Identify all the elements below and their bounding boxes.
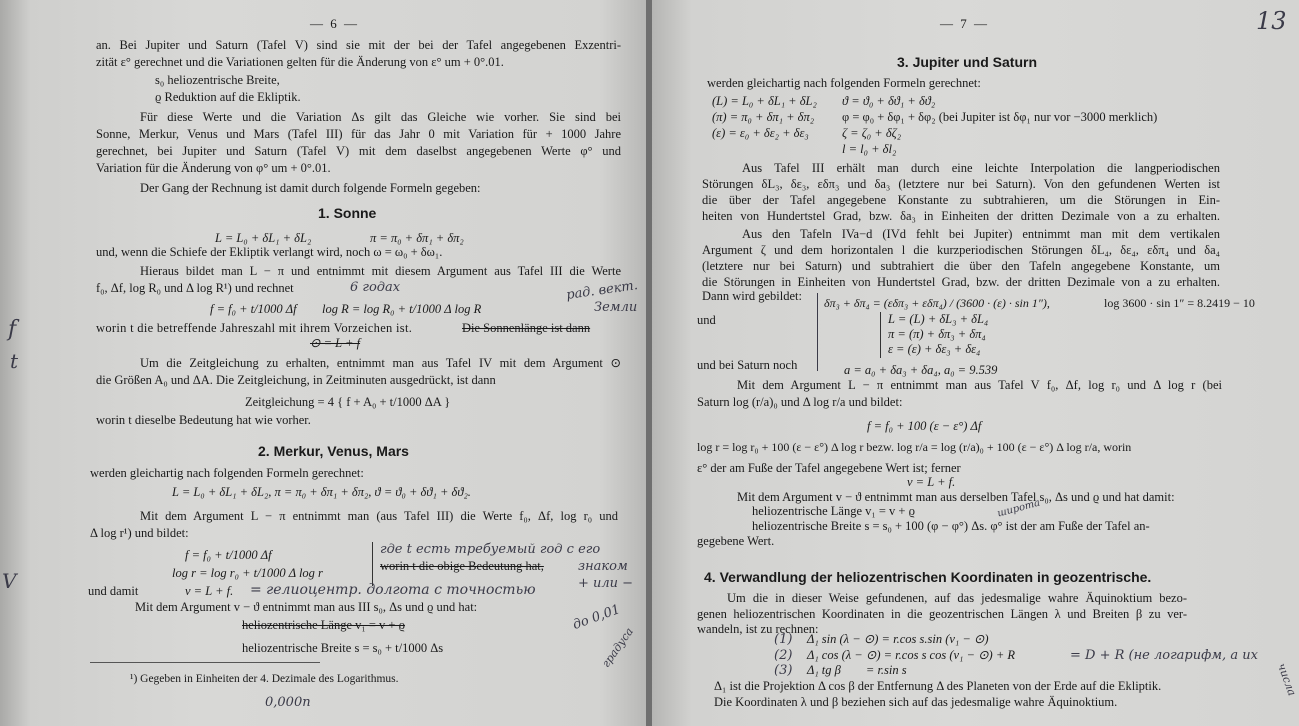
page-number: — 7 — (940, 16, 989, 31)
text-line: und (697, 313, 716, 327)
text-line: Sonne, Merkur, Venus und Mars (Tafel III) für das Jahr 0 mit Variation für + 1000 Jahre (96, 127, 621, 141)
formula: l = l₀ + δl₂ (842, 142, 897, 156)
text-line: Argument ζ und dem horizontalen l die kurzperiodischen Störungen δL₄, δε₄, εδπ₄ und δa₄ (702, 243, 1220, 257)
formula: Δ₁ cos (λ − ⊙) = r.cos s cos (v₁ − ⊙) + R (807, 648, 1016, 662)
brace (880, 312, 881, 358)
text-line: heiten von Hundertstel Grad, bzw. δa₃ in Einheiten der dritten Dezimale von a zu erhalten. (702, 209, 1220, 223)
handwritten-page-number: 13 (1256, 7, 1287, 35)
text-line: an. Bei Jupiter und Saturn (Tafel V) sind sie mit der bei der Tafel angegebenen Exzentri- (96, 38, 621, 52)
right-page (652, 0, 1299, 726)
text-line: heliozentrische Breite s = s₀ + t/1000 Δs (242, 641, 444, 655)
page-number: — 6 — (310, 16, 359, 31)
formula: f = f₀ + t/1000 Δf (185, 548, 272, 562)
equation-number: (2) (774, 648, 793, 663)
handwritten-note: широта (996, 497, 1042, 520)
text-line: und damit (88, 584, 139, 598)
text-line: werden gleichartig nach folgenden Formeln gerechnet: (707, 76, 981, 90)
formula: L = L₀ + δL₁ + δL₂, π = π₀ + δπ₁ + δπ₂, ϑ = ϑ₀ + δϑ₁ + δϑ₂. (172, 485, 471, 499)
brace (372, 542, 373, 586)
text-line: Variation für die Änderung von φ° um + 0°.01. (96, 161, 331, 175)
text-line: Mit dem Argument v − ϑ entnimmt man aus derselben Tafel s₀, Δs und ϱ und hat damit: (737, 490, 1175, 504)
formula: f = f₀ + 100 (ε − ε°) Δf (867, 419, 982, 433)
text-line: die über der Tafel angegebene Konstante zu subtrahieren, um die Störungen in Ein- (702, 193, 1220, 207)
section-heading: 1. Sonne (318, 205, 377, 221)
formula: δπ₃ + δπ₄ = (εδπ₃ + εδπ₄) / (3600 · (ε) · sin 1″), (824, 296, 1050, 310)
text-line: gegebene Wert. (697, 534, 775, 548)
text-line: Hieraus bildet man L − π und entnimmt mit diesem Argument aus Tafel III die Werte (140, 264, 621, 278)
struck-formula: ⊙ = L + f (310, 336, 361, 350)
text-line: Die Koordinaten λ und β beziehen sich auf das jedesmalige wahre Äquinoktium. (714, 695, 1118, 709)
text-line: Um die in dieser Weise gefundenen, auf das jedesmalige wahre Äquinoktium bezo- (727, 591, 1187, 605)
formula: π = (π) + δπ₃ + δπ₄ (888, 327, 986, 341)
handwritten-note: рад. вект. (565, 278, 639, 303)
text-line: Für diese Werte und die Variation Δs gilt das Gleiche wie vorher. Sie sind bei (140, 110, 621, 124)
text-line: Der Gang der Rechnung ist damit durch folgende Formeln gegeben: (140, 181, 481, 195)
text-line: Saturn log (r/a)₀ und Δ log r/a und bildet: (697, 395, 903, 409)
section-heading: 4. Verwandlung der heliozentrischen Koordinaten in geozentrische. (704, 569, 1152, 585)
text-line: f₀, Δf, log R₀ und Δ log R¹) und rechnet (96, 281, 294, 295)
handwritten-note: f (8, 317, 17, 342)
text-line: Mit dem Argument L − π entnimmt man (aus Tafel III) die Werte f₀, Δf, log r₀ und (140, 509, 618, 523)
formula: f = f₀ + t/1000 Δf (210, 302, 297, 316)
text-line: (letztere nur bei Saturn) und subtrahiert die über den Tafeln angegebene Konstante, um (702, 259, 1220, 273)
text-line: werden gleichartig nach folgenden Formeln gerechnet: (90, 466, 364, 480)
left-page (0, 0, 646, 726)
text-line: und bei Saturn noch (697, 358, 798, 372)
footnote-rule (90, 662, 320, 663)
text-line: s₀ heliozentrische Breite, (155, 73, 280, 87)
handwritten-note: 0,000n (265, 695, 311, 710)
formula: v = L + f. (907, 475, 956, 489)
formula: log r = log r₀ + t/1000 Δ log r (172, 566, 323, 580)
text-line: worin t dieselbe Bedeutung hat wie vorher. (96, 413, 311, 427)
section-heading: 2. Merkur, Venus, Mars (258, 443, 409, 459)
handwritten-note: Земли (594, 300, 638, 315)
text-line: Mit dem Argument L − π entnimmt man aus Tafel V f₀, Δf, log r₀ und Δ log r (bei (737, 378, 1222, 392)
formula: a = a₀ + δa₃ + δa₄, a₀ = 9.539 (844, 363, 998, 377)
text-line: Dann wird gebildet: (702, 289, 802, 303)
handwritten-note: 6 годах (350, 280, 401, 295)
formula: v = L + f. (185, 584, 234, 598)
handwritten-note: = гелиоцентр. долгота с точностью (250, 582, 536, 598)
text-line: Störungen δL₃, δε₃, εδπ₃ und δa₃ (letztere nur bei Saturn). Von den gefundenen Werten ist (702, 177, 1220, 191)
pen-bracket (817, 293, 818, 371)
text-line: ϱ Reduktion auf die Ekliptik. (155, 90, 301, 104)
text-line: Mit dem Argument v − ϑ entnimmt man aus III s₀, Δs und ϱ und hat: (135, 600, 478, 614)
handwritten-note: градуса (599, 625, 636, 670)
text-line: Δ₁ ist die Projektion Δ cos β der Entfernung Δ des Planeten von der Erde auf die Ekliptik. (714, 679, 1162, 693)
formula: ϑ = ϑ₀ + δϑ₁ + δϑ₂ (842, 94, 936, 108)
text-line: worin t die betreffende Jahreszahl mit ihrem Vorzeichen ist. (96, 321, 413, 335)
struck-text: heliozentrische Länge v₁ = v + ϱ (242, 618, 405, 632)
formula: log R = log R₀ + t/1000 Δ log R (322, 302, 482, 316)
text-line: heliozentrische Länge v₁ = v + ϱ (752, 504, 915, 518)
text-line: Um die Zeitgleichung zu erhalten, entnimmt man aus Tafel IV mit dem Argument ⊙ (140, 356, 621, 370)
formula: Δ₁ tg β = r.sin s (807, 663, 907, 677)
text-line: und, wenn die Schiefe der Ekliptik verlangt wird, noch ω = ω₀ + δω₁. (96, 245, 443, 259)
formula: ζ = ζ₀ + δζ₂ (842, 126, 902, 140)
text-line: die Störungen in Einheiten von Hundertstel Grad, bzw. der dritten Dezimale von a zu erhalten. (702, 275, 1220, 289)
formula: log 3600 · sin 1″ = 8.2419 − 10 (1104, 296, 1255, 310)
handwritten-note: = D + R (не логарифм, а их (1070, 648, 1258, 663)
formula: log r = log r₀ + 100 (ε − ε°) Δ log r bezw. log r/a = log (r/a)₀ + 100 (ε − ε°) Δ log r/a, worin (697, 440, 1132, 454)
handwritten-note: + или − (578, 576, 634, 591)
handwritten-note: до 0,01 (570, 602, 623, 633)
text-line: Δ log r¹) und bildet: (90, 526, 189, 540)
text-line: ε° der am Fuße der Tafel angegebene Wert ist; ferner (697, 461, 961, 475)
footnote: ¹) Gegeben in Einheiten der 4. Dezimale des Logarithmus. (130, 673, 399, 685)
text-line: gerechnet, bei Jupiter und Saturn (Tafel V) mit dem daselbst angegebenen Werte φ° und (96, 144, 621, 158)
formula: φ = φ₀ + δφ₁ + δφ₂ (bei Jupiter ist δφ₁ nur vor −3000 merklich) (842, 110, 1158, 124)
handwritten-note: V (2, 569, 17, 593)
struck-text: Die Sonnenlänge ist dann (462, 321, 591, 335)
handwritten-note: где t есть требуемый год с его (380, 542, 601, 557)
text-line: genen heliozentrischen Koordinaten in die geozentrischen Längen λ und Breiten β zu ver- (697, 607, 1187, 621)
formula: (ε) = ε₀ + δε₂ + δε₃ (712, 126, 809, 140)
formula: ε = (ε) + δε₃ + δε₄ (888, 342, 981, 356)
formula: L = L₀ + δL₁ + δL₂ (215, 231, 312, 245)
handwritten-note: t (10, 349, 19, 373)
text-line: die Größen A₀ und ΔA. Die Zeitgleichung, in Zeitminuten ausgedrückt, ist dann (96, 373, 496, 387)
text-line: zität ε° gerechnet und die Variationen gelten für die Änderung von ε° um + 0°.01. (96, 55, 504, 69)
equation-number: (3) (774, 663, 793, 678)
formula: π = π₀ + δπ₁ + δπ₂ (370, 231, 464, 245)
equation-number: (1) (774, 632, 793, 647)
text-line: wandeln, ist zu rechnen: (697, 622, 819, 636)
formula: Zeitgleichung = 4 { f + A₀ + t/1000 ΔA } (245, 395, 451, 409)
formula: Δ₁ sin (λ − ⊙) = r.cos s.sin (v₁ − ⊙) (807, 632, 989, 646)
section-heading: 3. Jupiter und Saturn (897, 54, 1038, 70)
text-line: heliozentrische Breite s = s₀ + 100 (φ − φ°) Δs. φ° ist der am Fuße der Tafel an- (752, 519, 1150, 533)
struck-text: worin t die obige Bedeutung hat, (380, 559, 544, 573)
text-line: Aus Tafel III erhält man durch eine leichte Interpolation die langperiodischen (742, 161, 1220, 175)
formula: (π) = π₀ + δπ₁ + δπ₂ (712, 110, 815, 124)
formula: L = (L) + δL₃ + δL₄ (888, 312, 989, 326)
handwritten-note: числа (1274, 661, 1299, 698)
text-line: Aus den Tafeln IVa−d (IVd fehlt bei Jupiter) entnimmt man mit dem vertikalen (742, 227, 1220, 241)
handwritten-note: знаком (578, 559, 628, 574)
formula: (L) = L₀ + δL₁ + δL₂ (712, 94, 817, 108)
